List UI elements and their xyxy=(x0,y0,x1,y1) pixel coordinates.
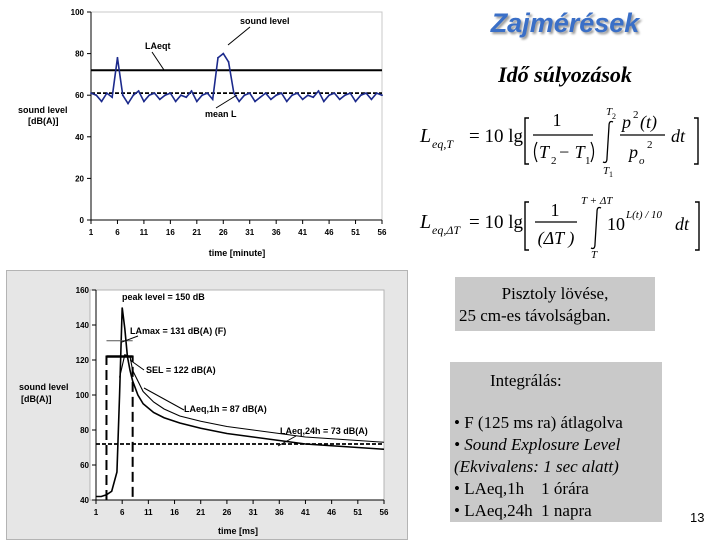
data-point xyxy=(291,94,293,96)
f1-left-bracket xyxy=(525,118,529,164)
f1-integral-sign xyxy=(603,122,613,163)
x-tick-label: 6 xyxy=(119,508,125,517)
f1-int-bottom-sub: 1 xyxy=(609,170,613,178)
data-point xyxy=(175,101,177,103)
data-point xyxy=(101,101,103,103)
data-point xyxy=(127,103,129,105)
x-tick-label: 6 xyxy=(115,228,120,237)
y-tick-label: 0 xyxy=(79,216,84,225)
f1-num2-arg: (t) xyxy=(640,112,657,132)
x-tick-label: 51 xyxy=(351,228,360,237)
f1-den-t2-sub: 2 xyxy=(551,155,557,167)
chart2-annotation-laeq24h: LAeq,24h = 73 dB(A) xyxy=(280,426,368,436)
f2-eq: = 10 lg xyxy=(469,212,523,233)
f1-lhs-sub: eq,T xyxy=(432,137,453,151)
f2-lhs: L xyxy=(420,211,432,233)
data-point xyxy=(185,96,187,98)
f2-lhs-sub: eq,ΔT xyxy=(432,223,461,237)
data-point xyxy=(333,92,335,94)
x-tick-label: 36 xyxy=(271,228,281,237)
data-point xyxy=(222,53,224,55)
x-tick-label: 41 xyxy=(298,228,308,237)
pistol-box-line2: 25 cm-es távolságban. xyxy=(459,306,611,325)
x-tick-label: 46 xyxy=(324,228,334,237)
x-tick-label: 21 xyxy=(192,228,202,237)
data-point xyxy=(143,101,145,103)
f1-right-bracket xyxy=(694,118,698,164)
data-point xyxy=(371,98,373,100)
data-point xyxy=(307,94,309,96)
x-tick-label: 21 xyxy=(196,508,206,517)
y-tick-label: 20 xyxy=(75,174,84,184)
data-point xyxy=(95,94,97,96)
integration-heading: Integrálás: xyxy=(490,371,562,390)
f2-num1: 1 xyxy=(550,200,560,220)
chart1-xlabel: time [minute] xyxy=(208,248,266,258)
data-point xyxy=(296,92,298,94)
data-point xyxy=(201,94,203,96)
y-tick-label: 80 xyxy=(75,49,84,59)
data-point xyxy=(259,96,261,98)
data-point xyxy=(360,94,362,96)
chart1-annotation-mean-l: mean L xyxy=(205,109,237,119)
chart2-annotation-peak: peak level = 150 dB xyxy=(122,292,205,302)
x-tick-label: 36 xyxy=(274,508,284,517)
data-point xyxy=(207,92,209,94)
data-point xyxy=(254,101,256,103)
x-tick-label: 26 xyxy=(222,508,232,517)
x-tick-label: 1 xyxy=(88,228,94,237)
chart1-ylabel-line1: sound level xyxy=(18,105,68,115)
data-point xyxy=(154,92,156,94)
chart2-annotation-lamax: LAmax = 131 dB(A) (F) xyxy=(130,326,227,336)
chart2-annotation-laeq1h: LAeq,1h = 87 dB(A) xyxy=(184,404,267,414)
x-tick-label: 31 xyxy=(248,508,258,517)
chart1-ylabel-line2: [dB(A)] xyxy=(28,116,59,126)
data-point xyxy=(164,94,166,96)
f1-num1: 1 xyxy=(552,110,562,130)
f1-eq: = 10 lg xyxy=(469,126,523,147)
data-point xyxy=(138,90,140,92)
data-point xyxy=(302,98,304,100)
x-tick-label: 1 xyxy=(93,508,99,517)
integration-box xyxy=(450,362,662,522)
f2-left-bracket xyxy=(525,202,529,250)
chart2-xlabel: time [ms] xyxy=(217,526,259,536)
data-point xyxy=(148,94,150,96)
f1-int-top-sub: 2 xyxy=(612,112,616,121)
chart2-plot-area xyxy=(90,290,384,500)
integration-bullet-fast: • F (125 ms ra) átlagolva xyxy=(454,413,623,432)
formula-leq-delta-t xyxy=(415,190,715,260)
x-tick-label: 11 xyxy=(139,228,149,237)
x-tick-label: 16 xyxy=(170,508,179,517)
f2-base: 10 xyxy=(607,214,625,234)
data-point xyxy=(132,94,134,96)
f2-den1: (ΔT ) xyxy=(537,228,575,248)
integration-bullet-sel: • Sound Explosure Level xyxy=(454,435,621,454)
data-point xyxy=(349,92,351,94)
chart2-ylabel-line1: sound level xyxy=(19,382,69,392)
chart1-annotation-laeqt: LAeqt xyxy=(145,41,171,51)
f1-den-rparen xyxy=(591,142,594,162)
data-point xyxy=(365,92,367,94)
y-tick-label: 40 xyxy=(80,496,89,505)
x-tick-label: 51 xyxy=(353,508,363,517)
x-tick-label: 56 xyxy=(377,228,387,237)
data-point xyxy=(281,92,283,94)
data-point xyxy=(318,90,320,92)
data-point xyxy=(180,94,182,96)
integration-bullet-laeq24h: • LAeq,24h 1 napra xyxy=(454,501,592,520)
y-tick-label: 100 xyxy=(75,391,89,400)
data-point xyxy=(265,92,267,94)
data-point xyxy=(270,98,272,100)
data-point xyxy=(122,94,124,96)
y-tick-label: 120 xyxy=(75,356,89,365)
y-tick-label: 60 xyxy=(80,461,89,470)
data-point xyxy=(376,92,378,94)
chart2-ylabel-line2: [dB(A)] xyxy=(21,394,52,404)
pistol-box-line1: Pisztoly lövése, xyxy=(501,284,609,303)
sound-level-minute-chart xyxy=(0,0,400,265)
f1-den2: p xyxy=(629,142,638,162)
data-point xyxy=(196,101,198,103)
sound-level-ms-chart xyxy=(6,270,408,540)
f1-int-top: T xyxy=(606,106,613,118)
data-point xyxy=(228,61,230,63)
data-point xyxy=(106,92,108,94)
data-point xyxy=(275,94,277,96)
x-tick-label: 11 xyxy=(144,508,153,517)
data-point xyxy=(233,92,235,94)
x-tick-label: 46 xyxy=(327,508,337,517)
chart2-annotation-sel: SEL = 122 dB(A) xyxy=(146,365,216,375)
f1-int-bottom: T xyxy=(603,165,610,177)
integration-bullet-laeq1h: • LAeq,1h 1 órára xyxy=(454,479,589,498)
pistol-shot-box xyxy=(455,277,655,331)
data-point xyxy=(191,90,193,92)
data-point xyxy=(117,57,119,59)
slide-subtitle: Idő súlyozások xyxy=(498,62,632,87)
data-point xyxy=(323,101,325,103)
f2-integral-sign xyxy=(591,208,601,249)
f1-den-t2: T xyxy=(539,142,550,162)
data-point xyxy=(355,101,357,103)
f2-int-top: T + ΔT xyxy=(581,195,613,207)
f2-dt: dt xyxy=(675,214,690,234)
data-point xyxy=(244,94,246,96)
data-point xyxy=(328,94,330,96)
y-tick-label: 160 xyxy=(75,286,89,295)
y-tick-label: 100 xyxy=(70,8,84,17)
data-point xyxy=(217,57,219,59)
integration-bullet-equivalent: (Ekvivalens: 1 sec alatt) xyxy=(454,457,619,476)
x-tick-label: 16 xyxy=(165,228,175,237)
y-tick-label: 80 xyxy=(80,426,89,435)
f1-den-lparen xyxy=(535,142,538,162)
data-point xyxy=(286,101,288,103)
f1-den-minus-t1: − T xyxy=(558,142,585,162)
y-tick-label: 60 xyxy=(75,91,84,101)
chart1-annotation-sound-level: sound level xyxy=(240,16,290,26)
data-point xyxy=(90,92,92,94)
f2-int-bottom: T xyxy=(591,249,598,260)
x-tick-label: 31 xyxy=(245,228,255,237)
data-point xyxy=(344,94,346,96)
page-number: 13 xyxy=(690,510,705,525)
f2-right-bracket xyxy=(695,202,699,250)
data-point xyxy=(339,98,341,100)
data-point xyxy=(238,101,240,103)
data-point xyxy=(381,94,383,96)
f2-exp: L(t) / 10 xyxy=(626,209,663,221)
f1-den2-sub: o xyxy=(639,155,645,167)
data-point xyxy=(111,96,113,98)
data-point xyxy=(159,98,161,100)
y-tick-label: 140 xyxy=(75,321,89,330)
f1-num2-sup: 2 xyxy=(633,109,639,121)
data-point xyxy=(212,98,214,100)
y-tick-label: 40 xyxy=(75,132,84,142)
f1-lhs: L xyxy=(420,125,432,147)
data-point xyxy=(169,92,171,94)
x-tick-label: 26 xyxy=(218,228,228,237)
x-tick-label: 41 xyxy=(301,508,310,517)
slide-title: Zajmérések xyxy=(490,8,640,38)
data-point xyxy=(312,96,314,98)
data-point xyxy=(249,92,251,94)
f1-num2: p xyxy=(622,112,631,132)
x-tick-label: 56 xyxy=(379,508,389,517)
f1-den2-sup: 2 xyxy=(647,139,653,151)
f1-den-t1-sub: 1 xyxy=(585,155,591,167)
f1-dt: dt xyxy=(671,126,686,146)
formula-leq-t xyxy=(415,100,715,178)
